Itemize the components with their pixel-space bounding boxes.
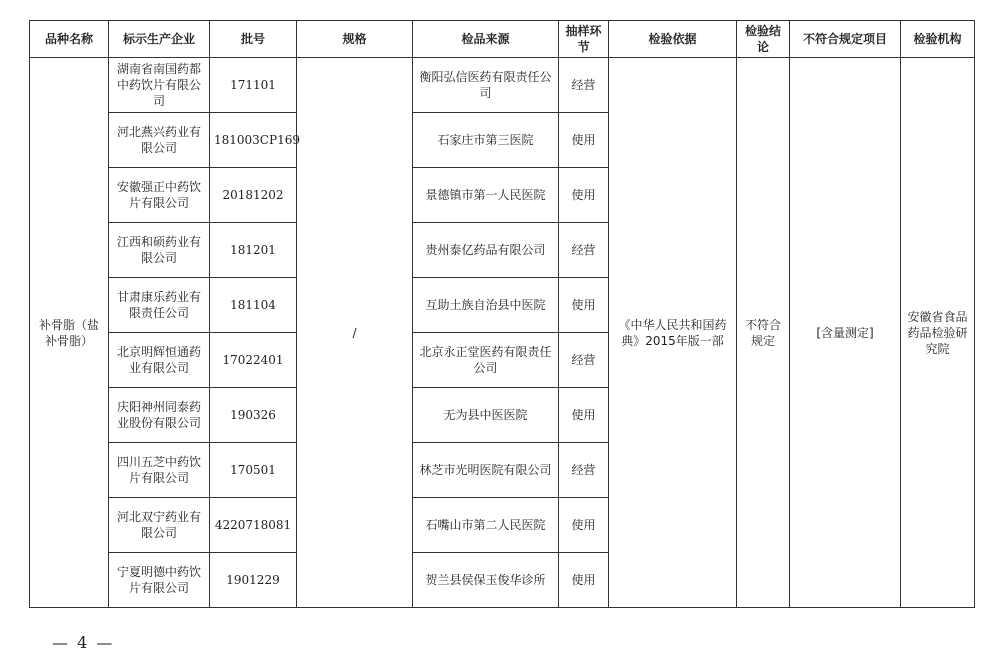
stage-cell: 使用 <box>559 498 609 553</box>
stage-cell: 使用 <box>559 553 609 608</box>
company-cell: 四川五芝中药饮片有限公司 <box>109 443 210 498</box>
company-cell: 安徽强正中药饮片有限公司 <box>109 168 210 223</box>
header-cell: 检验结论 <box>737 21 790 58</box>
company-cell: 甘肃康乐药业有限责任公司 <box>109 278 210 333</box>
header-cell: 检验机构 <box>901 21 975 58</box>
source-cell: 无为县中医医院 <box>413 388 559 443</box>
source-cell: 石嘴山市第二人民医院 <box>413 498 559 553</box>
stage-cell: 使用 <box>559 113 609 168</box>
product-name-cell: 补骨脂（盐补骨脂） <box>30 58 109 608</box>
source-cell: 景德镇市第一人民医院 <box>413 168 559 223</box>
header-cell: 检品来源 <box>413 21 559 58</box>
header-cell: 品种名称 <box>30 21 109 58</box>
batch-cell: 181104 <box>210 278 297 333</box>
header-cell: 检验依据 <box>609 21 737 58</box>
source-cell: 贺兰县侯保玉俊华诊所 <box>413 553 559 608</box>
source-cell: 衡阳弘信医药有限责任公司 <box>413 58 559 113</box>
header-cell: 抽样环节 <box>559 21 609 58</box>
stage-cell: 经营 <box>559 333 609 388</box>
noncompliance-cell: [含量测定] <box>790 58 901 608</box>
batch-cell: 181201 <box>210 223 297 278</box>
table-body <box>30 58 975 608</box>
header-cell: 不符合规定项目 <box>790 21 901 58</box>
stage-cell: 使用 <box>559 388 609 443</box>
basis-cell: 《中华人民共和国药典》2015年版一部 <box>609 58 737 608</box>
stage-cell: 使用 <box>559 278 609 333</box>
stage-cell: 使用 <box>559 168 609 223</box>
batch-cell: 190326 <box>210 388 297 443</box>
batch-cell: 1901229 <box>210 553 297 608</box>
stage-cell: 经营 <box>559 58 609 113</box>
batch-cell: 4220718081 <box>210 498 297 553</box>
table-row <box>30 58 975 113</box>
batch-cell: 181003CP169 <box>210 113 297 168</box>
batch-cell: 171101 <box>210 58 297 113</box>
company-cell: 江西和硕药业有限公司 <box>109 223 210 278</box>
batch-cell: 17022401 <box>210 333 297 388</box>
header-cell: 批号 <box>210 21 297 58</box>
source-cell: 石家庄市第三医院 <box>413 113 559 168</box>
header-cell: 规格 <box>297 21 413 58</box>
stage-cell: 经营 <box>559 223 609 278</box>
spec-cell: / <box>297 58 413 608</box>
company-cell: 宁夏明德中药饮片有限公司 <box>109 553 210 608</box>
batch-cell: 170501 <box>210 443 297 498</box>
company-cell: 河北双宁药业有限公司 <box>109 498 210 553</box>
company-cell: 湖南省南国药都中药饮片有限公司 <box>109 58 210 113</box>
source-cell: 贵州泰亿药品有限公司 <box>413 223 559 278</box>
header-row <box>30 21 975 58</box>
conclusion-cell: 不符合规定 <box>737 58 790 608</box>
source-cell: 北京永正堂医药有限责任公司 <box>413 333 559 388</box>
company-cell: 北京明辉恒通药业有限公司 <box>109 333 210 388</box>
inspection-table <box>29 20 975 608</box>
stage-cell: 经营 <box>559 443 609 498</box>
batch-cell: 20181202 <box>210 168 297 223</box>
institution-cell: 安徽省食品药品检验研究院 <box>901 58 975 608</box>
company-cell: 河北燕兴药业有限公司 <box>109 113 210 168</box>
source-cell: 互助土族自治县中医院 <box>413 278 559 333</box>
company-cell: 庆阳神州同泰药业股份有限公司 <box>109 388 210 443</box>
source-cell: 林芝市光明医院有限公司 <box>413 443 559 498</box>
page-number: — 4 — <box>52 633 115 652</box>
header-cell: 标示生产企业 <box>109 21 210 58</box>
